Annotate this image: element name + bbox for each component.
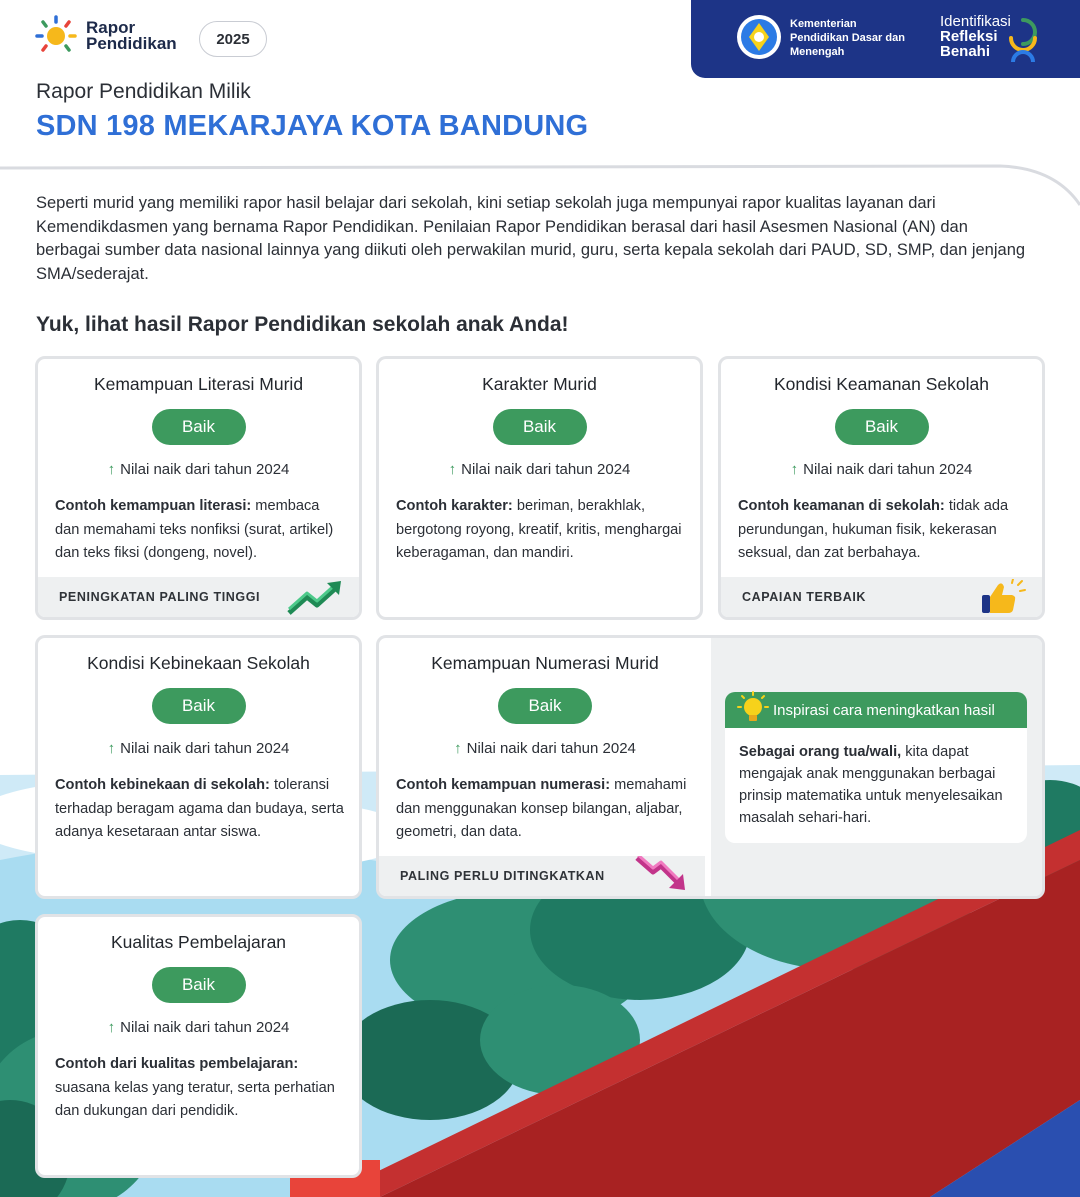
card-description: Contoh keamanan di sekolah: tidak ada perundungan, hukuman fisik, kekerasan seksual, dan zat berbahaya. <box>738 498 1009 561</box>
footer-label: PALING PERLU DITINGKATKAN <box>400 869 605 883</box>
tut-wuri-handayani-emblem-icon <box>736 14 782 60</box>
card-numerasi[interactable] <box>376 635 1045 899</box>
card-title: Kemampuan Literasi Murid <box>93 374 304 394</box>
card-title: Kemampuan Numerasi Murid <box>431 653 659 673</box>
card-footer <box>721 577 1042 617</box>
tip-title: Inspirasi cara meningkatkan hasil <box>725 692 1027 728</box>
footer-label: CAPAIAN TERBAIK <box>742 590 867 604</box>
card-footer <box>38 577 359 617</box>
status-badge: Baik <box>152 688 246 724</box>
card-title: Karakter Murid <box>482 374 597 394</box>
card-karakter[interactable] <box>376 356 703 620</box>
trend-up-icon <box>285 579 345 615</box>
trend-text: ↑ Nilai naik dari tahun 2024 <box>448 461 631 478</box>
trend-text: ↑ Nilai naik dari tahun 2024 <box>107 461 290 478</box>
lightbulb-icon <box>733 690 773 730</box>
trend-down-icon <box>631 856 691 892</box>
card-title: Kualitas Pembelajaran <box>110 932 287 952</box>
card-description: Contoh kemampuan literasi: membaca dan memahami teks nonfiksi (surat, artikel) dan teks fiksi (dongeng, novel). <box>55 498 334 561</box>
card-description: Contoh kemampuan numerasi: memahami dan menggunakan konsep bilangan, aljabar, geometri, dan data. <box>396 777 687 840</box>
card-description: Contoh karakter: beriman, berakhlak, bergotong royong, kreatif, kritis, menghargai keberagaman, dan mandiri. <box>396 498 682 561</box>
card-kebinekaan[interactable] <box>35 635 362 899</box>
trend-text: ↑ Nilai naik dari tahun 2024 <box>790 461 973 478</box>
card-kualitas-pembelajaran[interactable] <box>35 914 362 1178</box>
ministry-line2: Pendidikan Dasar dan <box>790 32 905 44</box>
tip-panel <box>711 638 1042 896</box>
school-name: SDN 198 MEKARJAYA KOTA BANDUNG <box>36 110 589 142</box>
status-badge: Baik <box>835 409 929 445</box>
trend-text: ↑ Nilai naik dari tahun 2024 <box>107 740 290 757</box>
tagline-arc-icon <box>1009 16 1039 62</box>
status-badge: Baik <box>498 688 592 724</box>
trend-text: ↑ Nilai naik dari tahun 2024 <box>454 740 636 757</box>
card-description: Contoh kebinekaan di sekolah: toleransi terhadap beragam agama dan budaya, serta adanya kesetaraan antar siswa. <box>55 777 344 840</box>
arrow-up-icon: ↑ <box>107 1019 116 1036</box>
card-keamanan[interactable] <box>718 356 1045 620</box>
card-title: Kondisi Kebinekaan Sekolah <box>87 653 310 673</box>
card-title: Kondisi Keamanan Sekolah <box>773 374 989 394</box>
card-description: Contoh dari kualitas pembelajaran: suasana kelas yang teratur, serta perhatian dan dukungan dari pendidik. <box>55 1056 335 1119</box>
ministry-banner <box>691 0 1080 78</box>
arrow-up-icon: ↑ <box>107 740 116 757</box>
trend-text: ↑ Nilai naik dari tahun 2024 <box>107 1019 290 1036</box>
tagline-benahi: Benahi <box>940 43 991 60</box>
tagline-refleksi: Refleksi <box>940 28 998 45</box>
status-badge: Baik <box>152 967 246 1003</box>
card-literasi[interactable] <box>35 356 362 620</box>
tagline-identifikasi: Identifikasi <box>940 13 1011 30</box>
status-badge: Baik <box>493 409 587 445</box>
tip-notch <box>697 758 711 782</box>
logo-line2: Pendidikan <box>86 34 177 53</box>
arrow-up-icon: ↑ <box>790 461 799 478</box>
sun-logo-icon <box>34 14 78 58</box>
rapor-pendidikan-logo[interactable] <box>34 14 177 58</box>
arrow-up-icon: ↑ <box>448 461 457 478</box>
status-badge: Baik <box>152 409 246 445</box>
card-footer <box>379 856 705 896</box>
thumbs-up-icon <box>968 579 1028 615</box>
arrow-up-icon: ↑ <box>454 740 462 757</box>
intro-paragraph: Seperti murid yang memiliki rapor hasil belajar dari sekolah, kini setiap sekolah juga mempunyai rapor kualitas layanan dari Kemendikdasmen yang bernama Rapor Pendidikan. Penilaian Rapor Pendidikan berasal dari hasil Asesmen Nasional (AN) dan berbagai sumber data nasional lainnya yang diikuti oleh perwakilan murid, guru, serta kepala sekolah dari PAUD, SD, SMP, dan jenjang SMA/sederajat. <box>36 194 1026 283</box>
tip-text: Sebagai orang tua/wali, kita dapat mengajak anak menggunakan berbagai prinsip matematika untuk menyelesaikan masalah sehari-hari. <box>739 744 1003 826</box>
logo-line1: Rapor <box>86 18 136 37</box>
arrow-up-icon: ↑ <box>107 461 116 478</box>
year-pill[interactable]: 2025 <box>199 21 267 57</box>
ministry-line1: Kementerian <box>790 18 857 30</box>
section-heading: Yuk, lihat hasil Rapor Pendidikan sekolah anak Anda! <box>36 313 569 336</box>
footer-label: PENINGKATAN PALING TINGGI <box>59 590 261 604</box>
owner-label: Rapor Pendidikan Milik <box>36 80 251 103</box>
ministry-line3: Menengah <box>790 46 845 58</box>
